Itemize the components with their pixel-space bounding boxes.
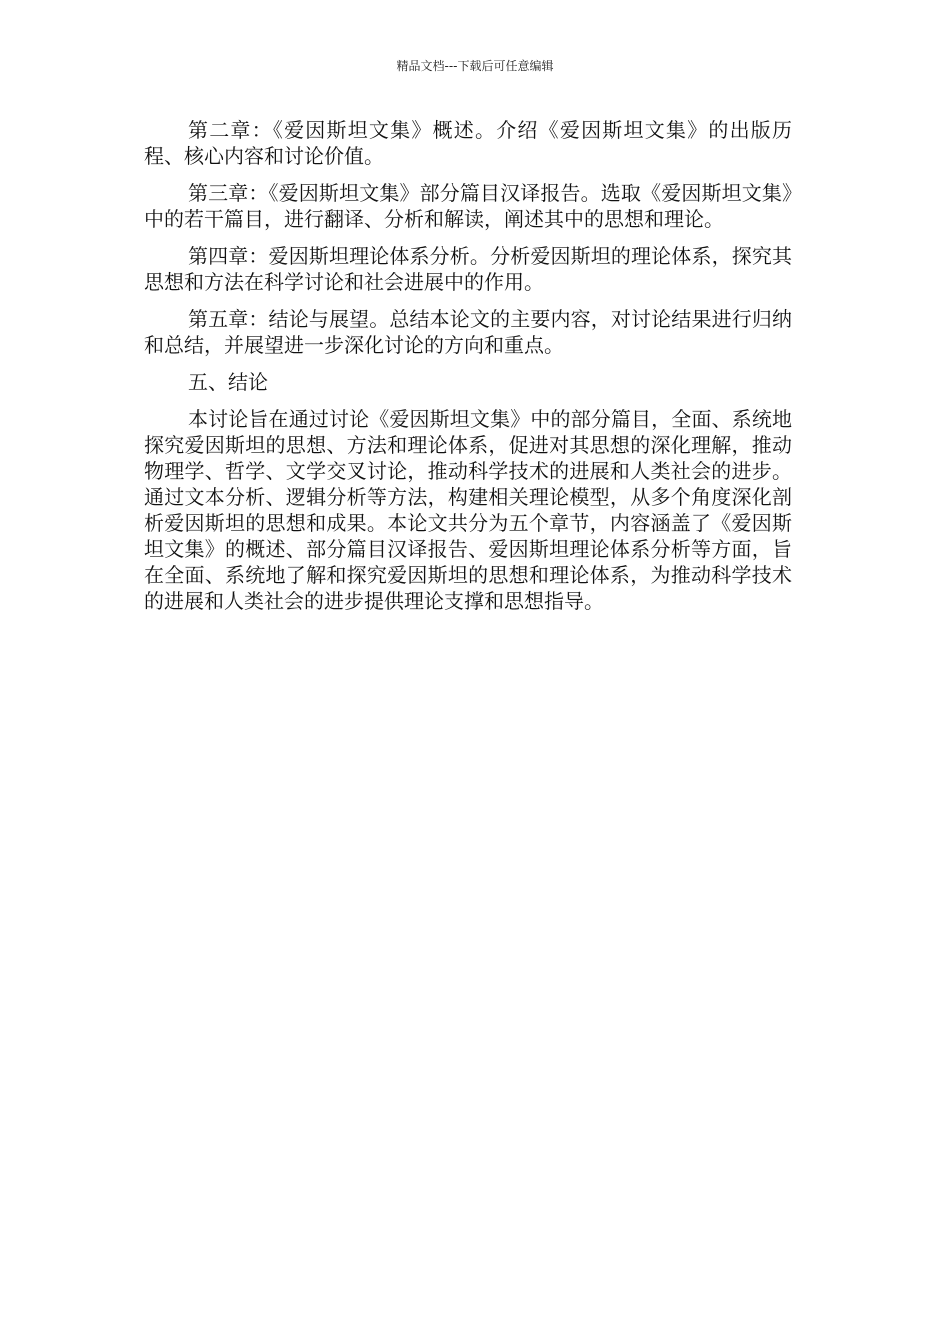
- paragraph-chapter-3: 第三章：《爱因斯坦文集》部分篇目汉译报告。选取《爱因斯坦文集》中的若干篇目，进行翻译、分析和解读，阐述其中的思想和理论。: [144, 181, 792, 231]
- section-heading-conclusion: 五、结论: [188, 370, 268, 394]
- paragraph-chapter-5: 第五章：结论与展望。总结本论文的主要内容，对讨论结果进行归纳和总结，并展望进一步深化讨论的方向和重点。: [144, 307, 792, 357]
- document-body: [144, 117, 792, 625]
- paragraph-conclusion: 本讨论旨在通过讨论《爱因斯坦文集》中的部分篇目，全面、系统地探究爱因斯坦的思想、方法和理论体系，促进对其思想的深化理解，推动物理学、哲学、文学交叉讨论，推动科学技术的进展和人类社会的进步。通过文本分析、逻辑分析等方法，构建相关理论模型，从多个角度深化剖析爱因斯坦的思想和成果。本论文共分为五个章节，内容涵盖了《爱因斯坦文集》的概述、部分篇目汉译报告、爱因斯坦理论体系分析等方面，旨在全面、系统地了解和探究爱因斯坦的思想和理论体系，为推动科学技术的进展和人类社会的进步提供理论支撑和思想指导。: [144, 407, 792, 613]
- paragraph-chapter-2: 第二章：《爱因斯坦文集》概述。介绍《爱因斯坦文集》的出版历程、核心内容和讨论价值。: [144, 118, 792, 168]
- page-header: 精品文档---下载后可任意编辑: [396, 59, 554, 73]
- paragraph-chapter-4: 第四章：爱因斯坦理论体系分析。分析爱因斯坦的理论体系，探究其思想和方法在科学讨论和社会进展中的作用。: [144, 244, 792, 294]
